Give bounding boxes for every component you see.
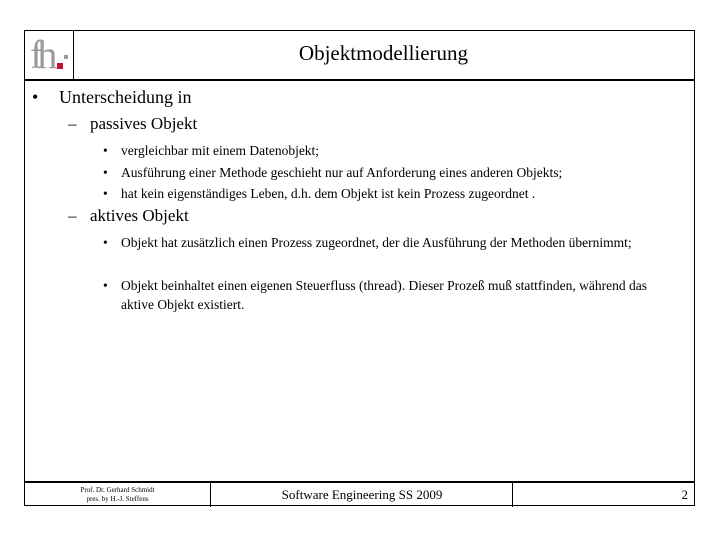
list-item-label: aktives Objekt xyxy=(90,206,189,225)
bullet-l3: • xyxy=(103,165,108,180)
presenter-line: pres. by H.-J. Steffens xyxy=(86,495,149,503)
list-item-text: Objekt hat zusätzlich einen Prozess zugeordnet, der die Ausführung der Methoden übernimmt; xyxy=(121,235,632,250)
list-item-label: Unterscheidung in xyxy=(59,87,192,107)
bullet-l3: • xyxy=(103,278,108,293)
list-item-label: passives Objekt xyxy=(90,114,198,133)
footer-course: Software Engineering SS 2009 xyxy=(212,483,513,507)
bullet-l3: • xyxy=(103,186,108,201)
page-number: 2 xyxy=(681,487,688,502)
slide-frame xyxy=(24,30,695,506)
bullet-l3: • xyxy=(103,143,108,158)
logo-text: fh xyxy=(30,32,52,77)
dash-bullet-l2: – xyxy=(68,114,77,133)
dash-bullet-l2: – xyxy=(68,206,77,225)
page-title: Objektmodellierung xyxy=(298,41,469,65)
logo-accent-red xyxy=(57,63,63,69)
bullet-l1: • xyxy=(32,87,39,107)
logo-accent-gray xyxy=(64,55,68,59)
slide-header xyxy=(25,31,694,81)
list-item-text: Ausführung einer Methode geschieht nur auf Anforderung eines anderen Objekts; xyxy=(121,165,563,180)
footer-author xyxy=(25,483,211,507)
author-line: Prof. Dr. Gerhard Schmidt xyxy=(80,486,155,494)
list-item-text: hat kein eigenständiges Leben, d.h. dem Objekt ist kein Prozess zugeordnet . xyxy=(121,186,536,201)
list-item-text: vergleichbar mit einem Datenobjekt; xyxy=(121,143,320,158)
fh-logo xyxy=(25,31,74,79)
slide-footer xyxy=(25,481,694,507)
bullet-l3: • xyxy=(103,235,108,250)
list-item-text: Objekt beinhaltet einen eigenen Steuerfluss (thread). Dieser Prozeß muß stattfinden, während das aktive Objekt existiert. xyxy=(121,278,647,312)
